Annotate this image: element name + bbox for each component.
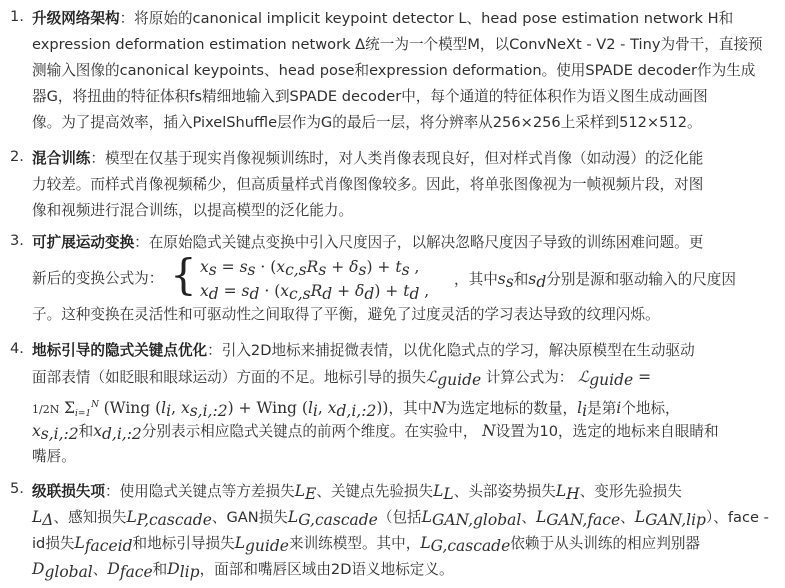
- item-number: 3.: [10, 232, 24, 249]
- item-title: 可扩展运动变换: [32, 234, 135, 251]
- equation-line-1: $x_s = s_s \cdot (x_{c,s}R_s + \delta_s) + t_s$ ,: [200, 258, 420, 279]
- item-number: 5.: [10, 480, 24, 497]
- item-number: 1.: [10, 8, 24, 25]
- equation-line-2: $x_d = s_d \cdot (x_{c,s}R_d + \delta_d) + t_d$ ,: [200, 282, 430, 303]
- item-number: 4.: [10, 340, 24, 357]
- item-title: 混合训练: [32, 150, 91, 167]
- item-title: 升级网络架构: [32, 10, 120, 27]
- loss-formula: 1/2N $\Sigma_{i=1}^N$ (Wing ($l_i$, $x_{s,i,:2}$) + Wing ($l_i$, $x_{d,i,:2}$))，其中N为选定地标的数量，$l_i$是第i个地标，: [32, 398, 680, 420]
- item-title: 级联损失项: [32, 483, 105, 500]
- item-title: 地标引导的隐式关键点优化: [32, 342, 208, 359]
- item-number: 2.: [10, 148, 24, 165]
- equation-brace: {: [170, 250, 197, 299]
